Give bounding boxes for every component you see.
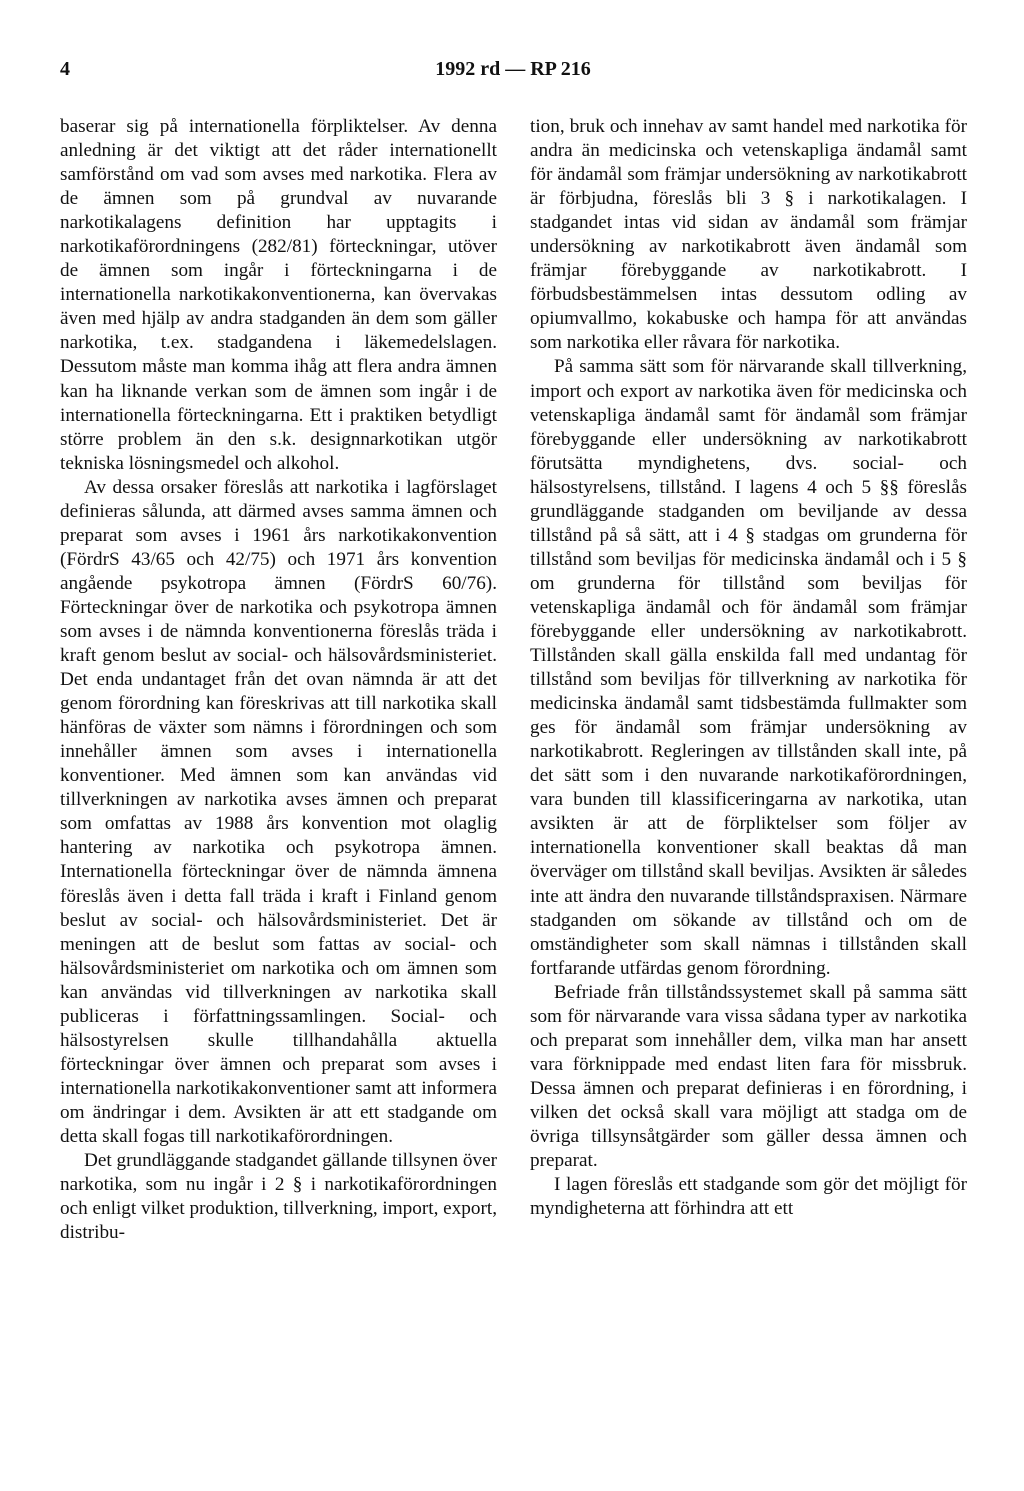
paragraph: tion, bruk och innehav av samt handel med narkotika för andra än medicinska och vetenskapliga ändamål samt för ändamål som främjar undersökning av narkotikabrott är förbjudna, föreslås bli 3 § i narkotikalagen. I stadgandet intas vid sidan av ändamål som främjar undersökning av narkotikabrott även ändamål som främjar förebyggande av narkotikabrott. I förbudsbestämmelsen intas dessutom odling av opiumvallmo, kokabuske och hampa för att användas som narkotika eller råvara för narkotika. xyxy=(530,116,967,354)
running-title: 1992 rd — RP 216 xyxy=(435,58,591,80)
paragraph: Av dessa orsaker föreslås att narkotika i lagförslaget definieras sålunda, att därmed avses samma ämnen och preparat som avses i 1961 års narkotikakonvention (FördrS 43/65 och 42/75) och 1971 års konvention angående psykotropa ämnen (FördrS 60/76). Förteckningar över de narkotika och psykotropa ämnen som avses i de nämnda konventionerna föreslås träda i kraft genom beslut av social- och hälsovårdsministeriet. Det enda undantaget från det ovan nämnda är att det genom förordning kan föreskrivas att till narkotika skall hänföras de växter som nämns i förordningen och som innehåller ämnen som avses i internationella konventioner. Med ämnen som kan användas vid tillverkningen av narkotika avses ämnen och preparat som omfattas av 1988 års konvention mot olaglig hantering av narkotika och psykotropa ämnen. Internationella förteckningar över de nämnda ämnena föreslås även i detta fall träda i kraft i Finland genom beslut av social- och hälsovårdsministeriet. Det är meningen att de beslut som fattas av social- och hälsovårdsministeriet om narkotika och om ämnen som kan användas vid tillverkningen av narkotika skall publiceras i författningssamlingen. Social- och hälsostyrelsen skulle tillhandahålla aktuella förteckningar över ämnen och preparat som avses i internationella narkotikakonventioner samt att informera om ändringar i dem. Avsikten är att ett stadgande om detta skall fogas till narkotikaförordningen. xyxy=(60,476,497,1147)
paragraph: I lagen föreslås ett stadgande som gör det möjligt för myndigheterna att förhindra att ett xyxy=(530,1174,967,1220)
paragraph: baserar sig på internationella förpliktelser. Av denna anledning är det viktigt att det råder internationellt samförstånd om vad som avses med narkotika. Flera av de ämnen som på grundval av nuvarande narkotikalagens definition har upptagits i narkotikaförordningens (282/81) förteckningar, utöver de ämnen som ingår i förteckningarna i de internationella narkotikakonventionerna, kan övervakas även med hjälp av andra stadganden än dem som gäller narkotika, t.ex. stadgandena i läkemedelslagen. Dessutom måste man komma ihåg att flera andra ämnen kan ha liknande verkan som de ämnen som ingår i de internationella förteckningarna. Ett i praktiken betydligt större problem än den s.k. designnarkotikan utgör tekniska lösningsmedel och alkohol. xyxy=(60,116,497,474)
paragraph: På samma sätt som för närvarande skall tillverkning, import och export av narkotika även för medicinska och vetenskapliga ändamål samt för ändamål som främjar förebyggande eller undersökning av narkotikabrott förutsätta myndighetens, dvs. social- och hälsostyrelsens, tillstånd. I lagens 4 och 5 §§ föreslås grundläggande stadganden om beviljande av dessa tillstånd på så sätt, att i 4 § stadgas om grunderna för tillstånd som beviljas för medicinska ändamål och i 5 § om grunderna för tillstånd som beviljas för vetenskapliga ändamål och för ändamål som främjar förebyggande eller undersökning av narkotikabrott. Tillstånden skall gälla enskilda fall med undantag för tillstånd som beviljas för tillverkning av narkotika för medicinska ändamål samt tidsbestämda fullmakter som ges för ändamål som främjar undersökning av narkotikabrott. Regleringen av tillstånden skall inte, på det sätt som i den nuvarande narkotikaförordningen, vara bunden till klassificeringarna av narkotika, utan avsikten är att de förpliktelser som följer av internationella konventioner skall beaktas då man överväger om tillstånd skall beviljas. Avsikten är således inte att ändra den nuvarande tillståndspraxisen. Närmare stadganden om sökande av tillstånd och om de omständigheter som skall nämnas i tillstånden skall fortfarande utfärdas genom förordning. xyxy=(530,356,967,979)
paragraph: Befriade från tillståndssystemet skall på samma sätt som för närvarande vara vissa sådana typer av narkotika och preparat som innehåller dem, vilka man har ansett vara förknippade med endast liten fara för missbruk. Dessa ämnen och preparat definieras i en förordning, i vilken det också skall vara möjligt att stadga om de övriga tillsynsåtgärder som gäller dessa ämnen och preparat. xyxy=(530,981,967,1172)
left-column xyxy=(60,115,497,1245)
paragraph: Det grundläggande stadgandet gällande tillsynen över narkotika, som nu ingår i 2 § i narkotikaförordningen och enligt vilket produktion, tillverkning, import, export, distribu- xyxy=(60,1150,497,1244)
page-header xyxy=(60,58,966,90)
right-column xyxy=(530,115,967,1221)
page-number: 4 xyxy=(60,58,70,80)
